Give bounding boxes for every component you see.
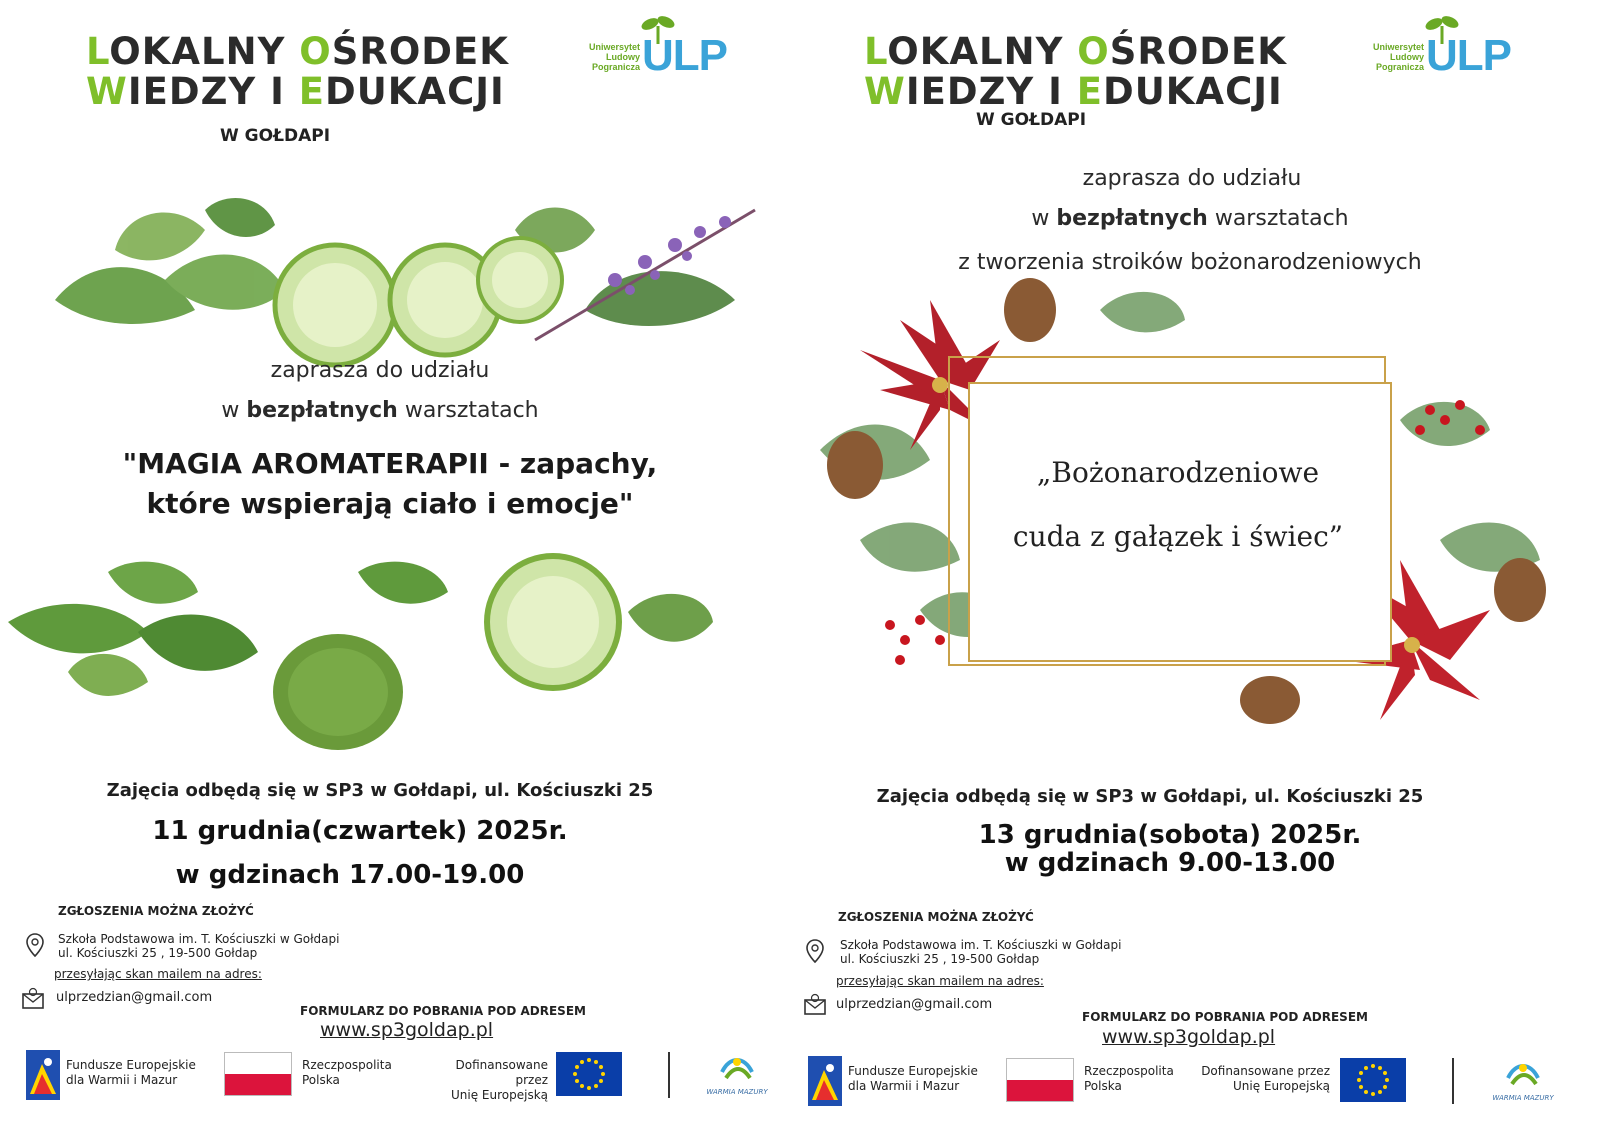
applications-heading: ZGŁOSZENIA MOŻNA ZŁOŻYĆ xyxy=(838,910,1034,924)
invite-line-3: z tworzenia stroików bożonarodzeniowych xyxy=(958,250,1422,275)
org-subtitle: W GOŁDAPI xyxy=(220,126,331,146)
footer-divider xyxy=(668,1052,670,1098)
scan-instruction: przesyłając skan mailem na adres: xyxy=(54,967,262,981)
org-title xyxy=(86,32,509,112)
ulp-small-text: Uniwersytet Ludowy Pogranicza xyxy=(1372,42,1424,72)
org-subtitle: W GOŁDAPI xyxy=(976,110,1087,130)
ulp-logo xyxy=(1352,18,1522,88)
address: Szkoła Podstawowa im. T. Kościuszki w Gołdapi ul. Kościuszki 25 , 19-500 Gołdap xyxy=(58,932,340,960)
ulp-logo xyxy=(568,18,738,88)
event-date: 13 grudnia(sobota) 2025r. xyxy=(978,820,1362,850)
invite-line-2: w bezpłatnych warsztatach xyxy=(1031,206,1349,231)
org-title xyxy=(864,32,1287,112)
org-title-line2: WIEDZY I EDUKACJI xyxy=(86,70,505,113)
website-link[interactable]: www.sp3goldap.pl xyxy=(1102,1026,1276,1048)
svg-text:WARMIA MAZURY: WARMIA MAZURY xyxy=(1492,1094,1554,1102)
ulp-word: ULP xyxy=(1426,31,1511,80)
poster-christmas xyxy=(800,0,1600,1130)
form-download-label: FORMULARZ DO POBRANIA POD ADRESEM xyxy=(300,1004,586,1018)
european-funds-logo xyxy=(808,1056,842,1106)
email-address[interactable]: ulprzedzian@gmail.com xyxy=(836,997,993,1012)
ulp-small-text: Uniwersytet Ludowy Pogranicza xyxy=(588,42,640,72)
poland-flag xyxy=(1006,1058,1074,1102)
republic-poland-label: Rzeczpospolita Polska xyxy=(302,1058,392,1087)
org-title-line1: LOKALNY OŚRODEK xyxy=(864,30,1287,73)
invite-line-1: zaprasza do udziału xyxy=(1082,166,1302,191)
form-download-label: FORMULARZ DO POBRANIA POD ADRESEM xyxy=(1082,1010,1368,1024)
workshop-title-line2: cuda z gałązek i świec” xyxy=(1012,520,1344,553)
applications-heading: ZGŁOSZENIA MOŻNA ZŁOŻYĆ xyxy=(58,904,254,918)
eu-flag xyxy=(1340,1058,1406,1102)
poland-flag xyxy=(224,1052,292,1096)
invite-line-2: w bezpłatnych warsztatach xyxy=(221,398,539,423)
email-icon xyxy=(20,986,46,1012)
republic-poland-label: Rzeczpospolita Polska xyxy=(1084,1064,1174,1093)
warmia-mazury-logo xyxy=(706,1050,768,1100)
location-pin-icon xyxy=(802,938,828,964)
european-funds-label: Fundusze Europejskie dla Warmii i Mazur xyxy=(66,1058,196,1087)
cofinanced-label: Dofinansowane przez Unię Europejską xyxy=(1201,1064,1330,1093)
event-hours: w gdzinach 17.00-19.00 xyxy=(175,860,525,890)
event-date: 11 grudnia(czwartek) 2025r. xyxy=(152,816,568,846)
website-link[interactable]: www.sp3goldap.pl xyxy=(320,1019,494,1041)
scan-instruction: przesyłając skan mailem na adres: xyxy=(836,974,1044,988)
cofinanced-label: Dofinansowane przez Unię Europejską xyxy=(450,1058,548,1102)
european-funds-label: Fundusze Europejskie dla Warmii i Mazur xyxy=(848,1064,978,1093)
botanical-illustration-top xyxy=(55,190,765,340)
ulp-word: ULP xyxy=(642,31,727,80)
org-title-line1: LOKALNY OŚRODEK xyxy=(86,30,509,73)
workshop-title-line1: „Bożonarodzeniowe xyxy=(1036,456,1320,489)
svg-text:WARMIA MAZURY: WARMIA MAZURY xyxy=(706,1088,768,1096)
location: Zajęcia odbędą się w SP3 w Gołdapi, ul. Kościuszki 25 xyxy=(106,780,654,801)
warmia-mazury-logo xyxy=(1492,1056,1554,1106)
address: Szkoła Podstawowa im. T. Kościuszki w Gołdapi ul. Kościuszki 25 , 19-500 Gołdap xyxy=(840,938,1122,966)
invite-line-1: zaprasza do udziału xyxy=(270,358,490,383)
email-icon xyxy=(802,992,828,1018)
event-hours: w gdzinach 9.00-13.00 xyxy=(1004,848,1336,878)
botanical-illustration-bottom xyxy=(8,552,718,752)
location: Zajęcia odbędą się w SP3 w Gołdapi, ul. Kościuszki 25 xyxy=(876,786,1424,807)
org-title-line2: WIEDZY I EDUKACJI xyxy=(864,70,1283,113)
workshop-title: "MAGIA AROMATERAPII - zapachy, które wspierają ciało i emocje" xyxy=(122,447,658,520)
european-funds-logo xyxy=(26,1050,60,1100)
email-address[interactable]: ulprzedzian@gmail.com xyxy=(56,990,213,1005)
footer-divider xyxy=(1452,1058,1454,1104)
eu-flag xyxy=(556,1052,622,1096)
location-pin-icon xyxy=(22,932,48,958)
